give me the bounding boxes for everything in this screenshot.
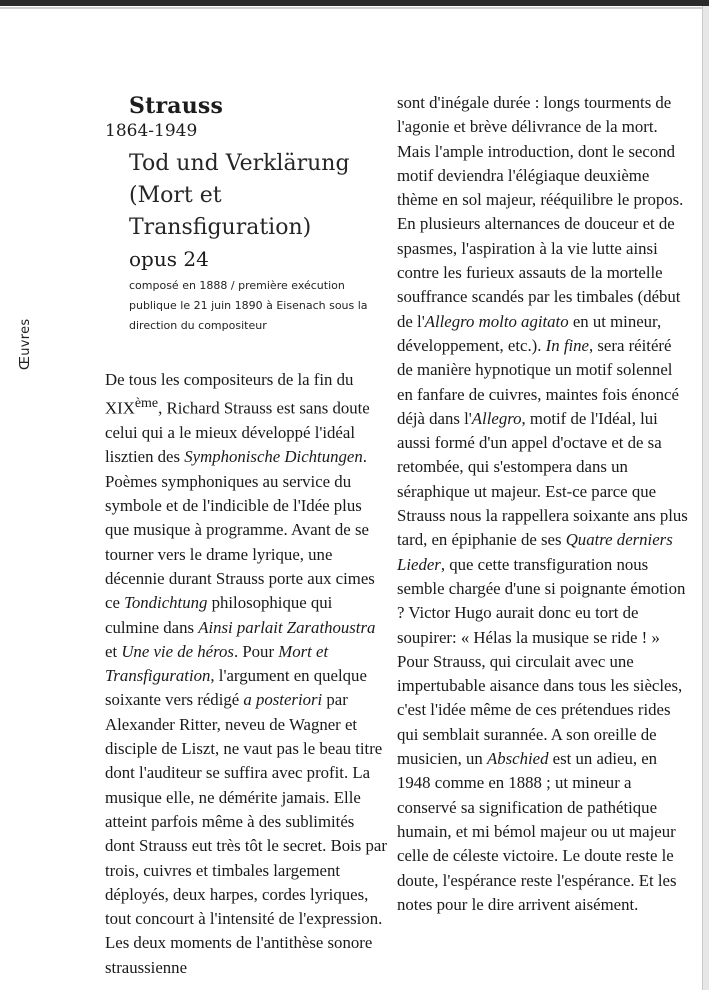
italic-term: In fine <box>545 335 589 355</box>
text-run: est un adieu, en 1948 comme en 1888 ; ut mineur a conservé sa signification de pathétique humain, et mi bémol majeur ou ut majeur celle de céleste victoire. Le doute reste le doute, l'espérance reste l'espérance. Et les notes pour le dire arrivent aisément. <box>397 749 677 914</box>
italic-term: a posteriori <box>243 690 323 710</box>
body-paragraph-right <box>397 91 688 917</box>
text-run: , que cette transfiguration nous semble chargée d'une si poignante émotion ? Victor Hugo aurait donc eu tort de soupirer: « Hélas la musique se ride ! » Pour Strauss, qui circulait avec une impertubable aisance dans tous les siècles, c'est l'idée même de ces prétendues rides qui semblait surannée. A son oreille de musicien, un <box>397 554 686 769</box>
work-title-line-1: Tod und Verklärung <box>129 151 350 176</box>
work-title-line-2: (Mort et Transfiguration) <box>129 183 312 240</box>
text-run: , l'argument en quelque soixante vers rédigé <box>105 666 367 710</box>
text-run: . Pour <box>233 641 279 661</box>
work-title <box>129 148 387 244</box>
italic-term: Allegro molto agitato <box>424 311 569 331</box>
italic-term: Allegro <box>471 408 522 428</box>
text-run: , Richard Strauss est sans doute celui qui a le mieux développé l'idéal lisztien des <box>105 398 370 467</box>
text-run: , sera réitéré de manière hypnotique un motif solennel en fanfare de cuivres, maintes fois énoncé déjà dans l' <box>397 335 679 428</box>
superscript: ème <box>134 396 159 412</box>
italic-term: Abschied <box>486 749 549 769</box>
text-run: par Alexander Ritter, neveu de Wagner et disciple de Liszt, ne vaut pas le beau titre dont l'auditeur se suffira avec profit. La musique elle, ne démérite jamais. Elle atteint parfois même à des sublimités dont Strauss eut très tôt le secret. Bois par trois, cuivres et timbales largement déployés, deux harpes, cordes lyriques, tout concourt à l'intensité de l'expression. Les deux moments de l'antithèse sonore straussienne <box>105 690 387 977</box>
right-column <box>397 91 688 917</box>
opus-number: opus 24 <box>129 247 209 271</box>
italic-title: Symphonische Dichtungen <box>184 447 363 467</box>
italic-title: Une vie de héros <box>121 641 234 661</box>
page-right-edge <box>702 6 709 990</box>
body-paragraph-left <box>105 368 387 980</box>
text-run: sont d'inégale durée : longs tourments de l'agonie et brève délivrance de la mort. Mais l'ample introduction, dont le second motif deviendra l'élégiaque deuxième thème en sol majeur, rééquilibre le propos. En plusieurs alternances de douceur et de spasmes, l'aspiration à la vie lutte ainsi contre les furieux assauts de la mortelle souffrance scandés par les timbales (début de l' <box>397 93 684 331</box>
text-run: , motif de l'Idéal, lui aussi formé d'un appel d'octave et de sa retombée, qui s'estompera dans un séraphique ut majeur. Est-ce parce que Strauss nous la rappellera soixante ans plus tard, en épiphanie de ses <box>397 408 688 550</box>
italic-title: Mort et Transfiguration <box>105 641 329 686</box>
text-run: et <box>105 641 122 661</box>
page-top-border <box>0 0 709 6</box>
composer-name: Strauss <box>129 93 224 119</box>
section-label: Œuvres <box>18 318 33 370</box>
text-run: De tous les compositeurs de la fin du XIX <box>105 370 354 418</box>
text-run: en ut mineur, développement, etc.). <box>397 311 662 355</box>
text-run: philosophique qui culmine dans <box>105 593 333 637</box>
italic-term: Tondichtung <box>124 593 208 613</box>
composer-dates: 1864-1949 <box>105 121 198 141</box>
premiere-note: composé en 1888 / première exécution publique le 21 juin 1890 à Eisenach sous la direction du compositeur <box>129 279 368 332</box>
left-column <box>105 92 387 980</box>
text-run: . Poèmes symphoniques au service du symbole et de l'indicible de l'Idée plus que musique à programme. Avant de se tourner vers le drame lyrique, une décennie durant Strauss porte aux cimes ce <box>105 447 375 613</box>
italic-title: Ainsi parlait Zarathoustra <box>198 617 376 637</box>
italic-title: Quatre derniers Lieder <box>397 530 673 574</box>
